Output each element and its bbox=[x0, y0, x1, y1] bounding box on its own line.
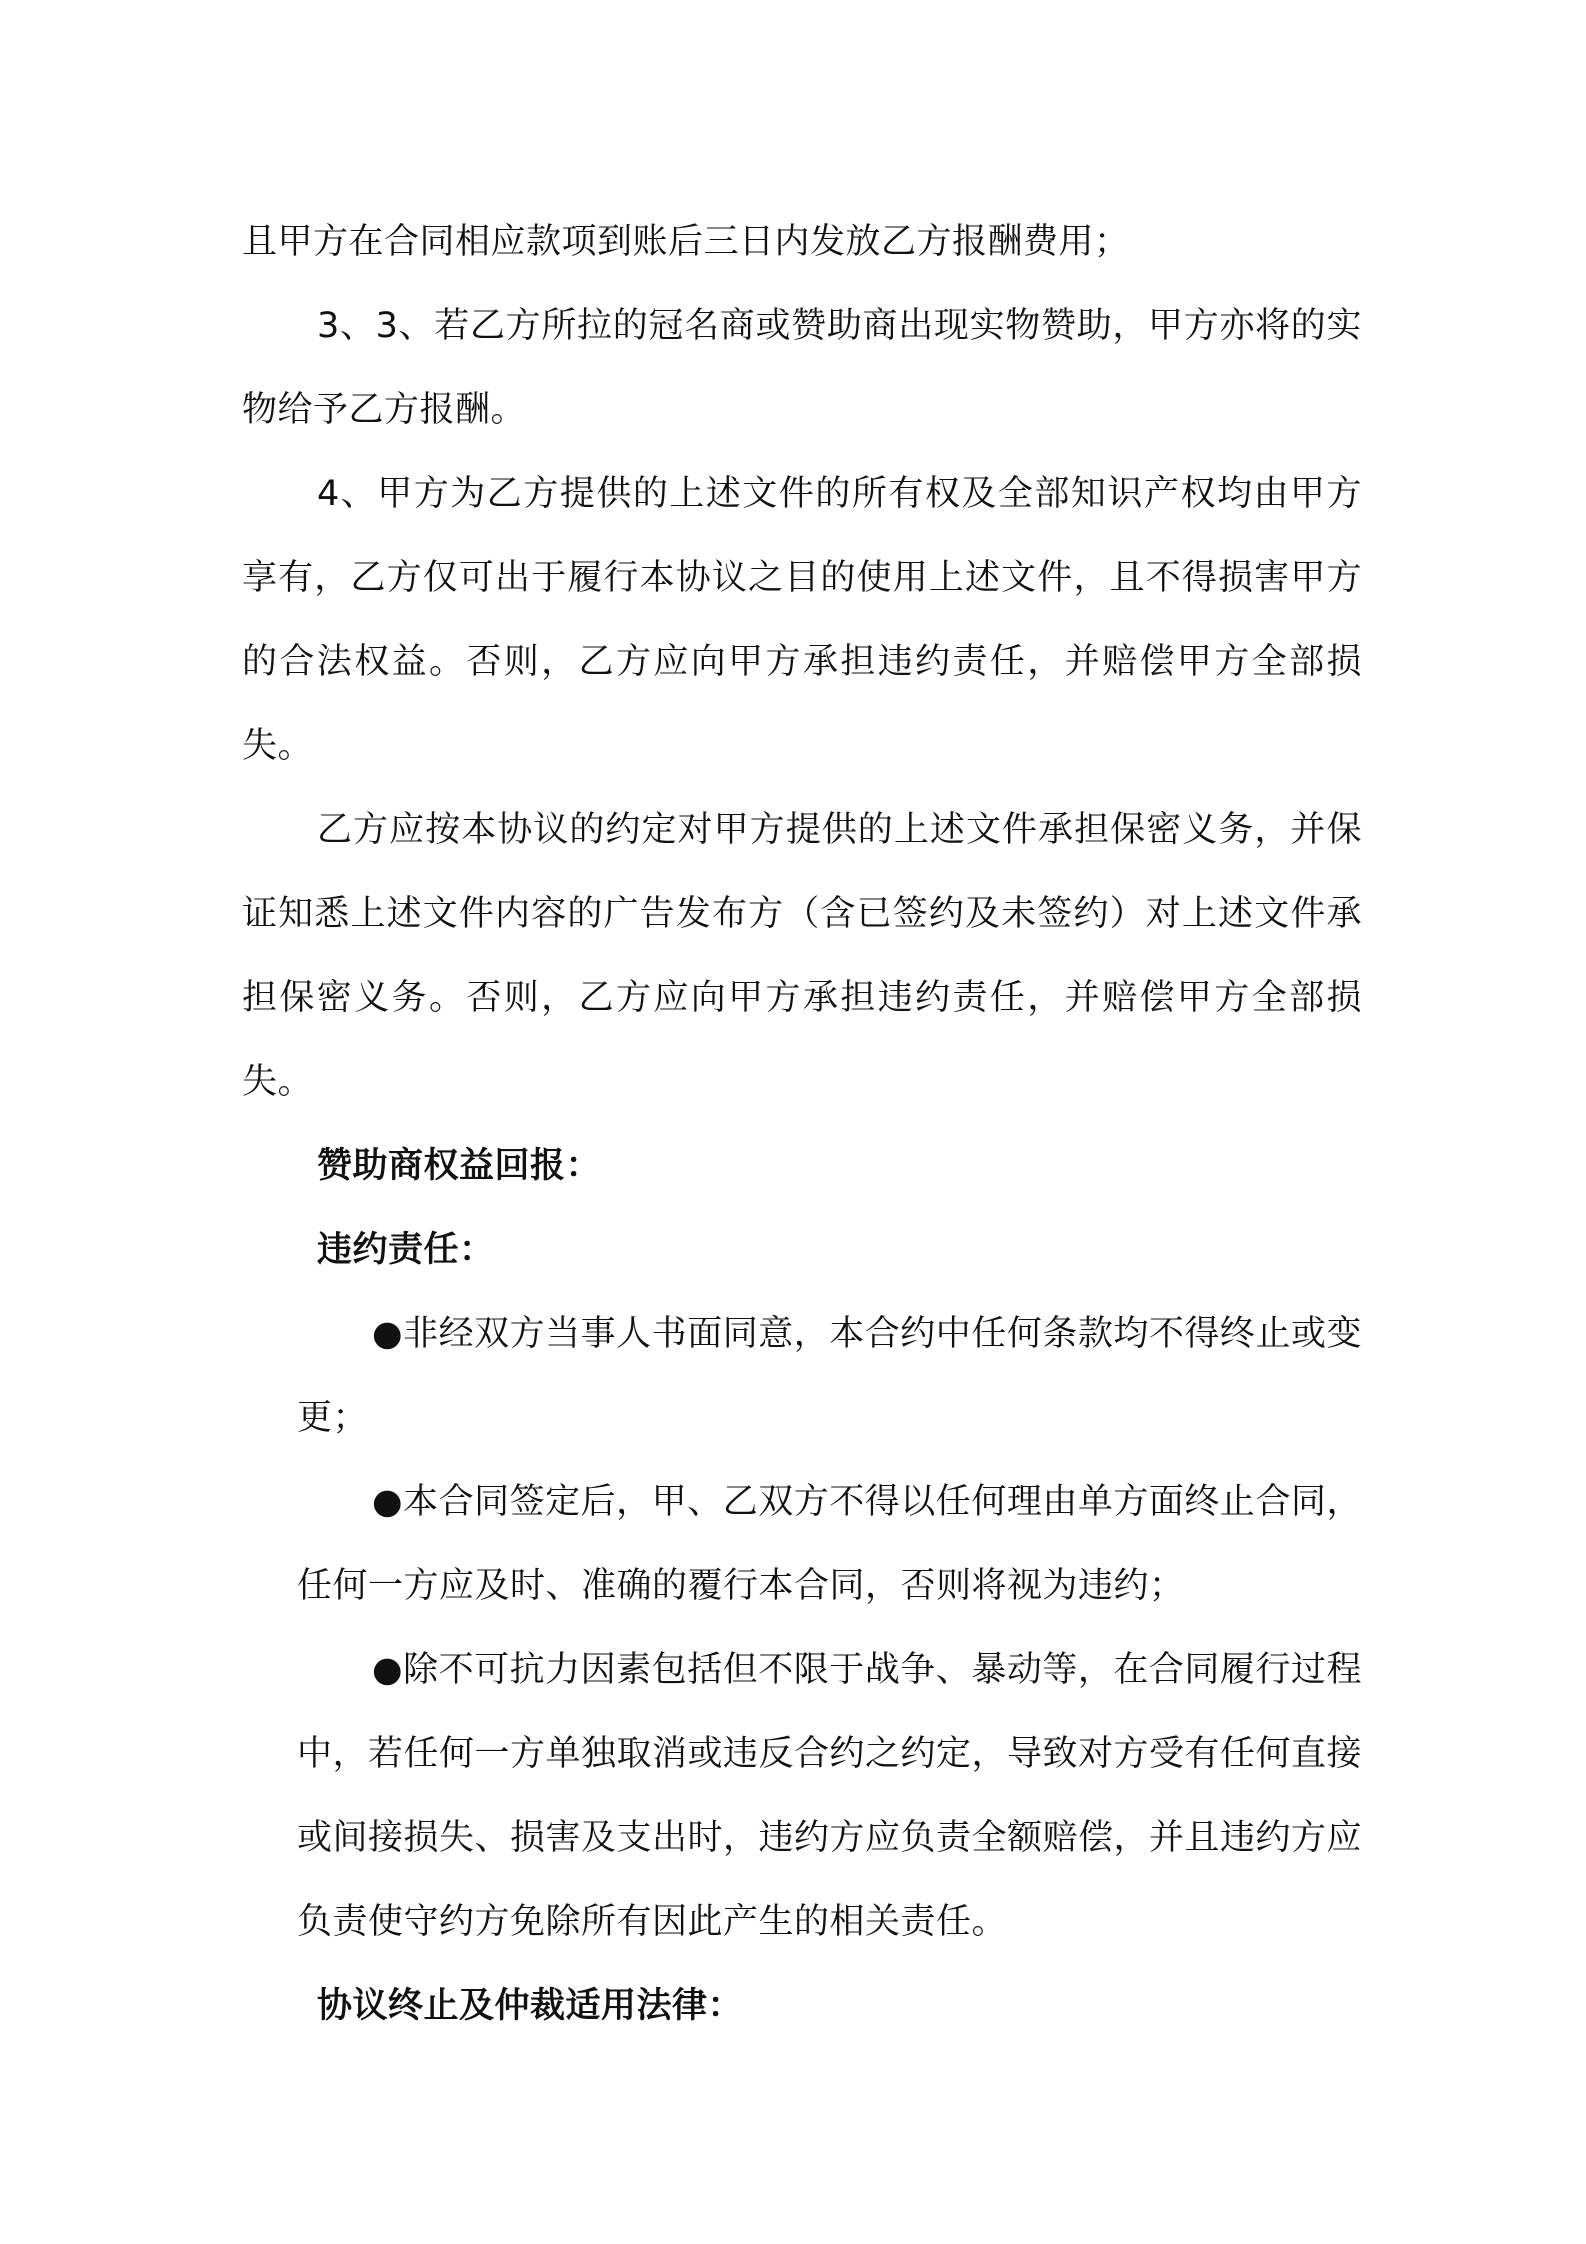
paragraph-confidentiality: 乙方应按本协议的约定对甲方提供的上述文件承担保密义务，并保证知悉上述文件内容的广告发布方（含已签约及未签约）对上述文件承担保密义务。否则，乙方应向甲方承担违约责任，并赔偿甲方全部损失。 bbox=[242, 810, 1362, 1102]
list-item bbox=[297, 1292, 1362, 1460]
bullet-dot-icon: ● bbox=[372, 1314, 404, 1354]
bullet-dot-icon: ● bbox=[372, 1650, 404, 1690]
paragraph-clause-4: 4、甲方为乙方提供的上述文件的所有权及全部知识产权均由甲方享有，乙方仅可出于履行本协议之目的使用上述文件，且不得损害甲方的合法权益。否则，乙方应向甲方承担违约责任，并赔偿甲方全部损失。 bbox=[242, 474, 1362, 766]
heading-breach-liability: 违约责任： bbox=[317, 1230, 495, 1270]
heading-sponsor-rights: 赞助商权益回报： bbox=[317, 1146, 602, 1186]
list-item bbox=[297, 1460, 1362, 1628]
paragraph-clause-3: 3、3、若乙方所拉的冠名商或赞助商出现实物赞助，甲方亦将的实物给予乙方报酬。 bbox=[242, 306, 1362, 430]
bullet-text: 除不可抗力因素包括但不限于战争、暴动等，在合同履行过程中，若任何一方单独取消或违反合约之约定，导致对方受有任何直接或间接损失、损害及支出时，违约方应负责全额赔偿，并且违约方应负责使守约方免除所有因此产生的相关责任。 bbox=[297, 1650, 1363, 1942]
heading-termination-arbitration: 协议终止及仲裁适用法律： bbox=[317, 1986, 744, 2026]
list-item bbox=[297, 1628, 1362, 1964]
bullet-dot-icon: ● bbox=[372, 1482, 404, 1522]
paragraph-payment-continuation: 且甲方在合同相应款项到账后三日内发放乙方报酬费用； bbox=[242, 222, 1130, 262]
bullet-text: 非经双方当事人书面同意，本合约中任何条款均不得终止或变更； bbox=[297, 1314, 1362, 1438]
bullet-text: 本合同签定后，甲、乙双方不得以任何理由单方面终止合同，任何一方应及时、准确的覆行本合同，否则将视为违约； bbox=[297, 1482, 1362, 1606]
document-body bbox=[242, 200, 1362, 2048]
breach-bullet-list bbox=[242, 1292, 1362, 1964]
